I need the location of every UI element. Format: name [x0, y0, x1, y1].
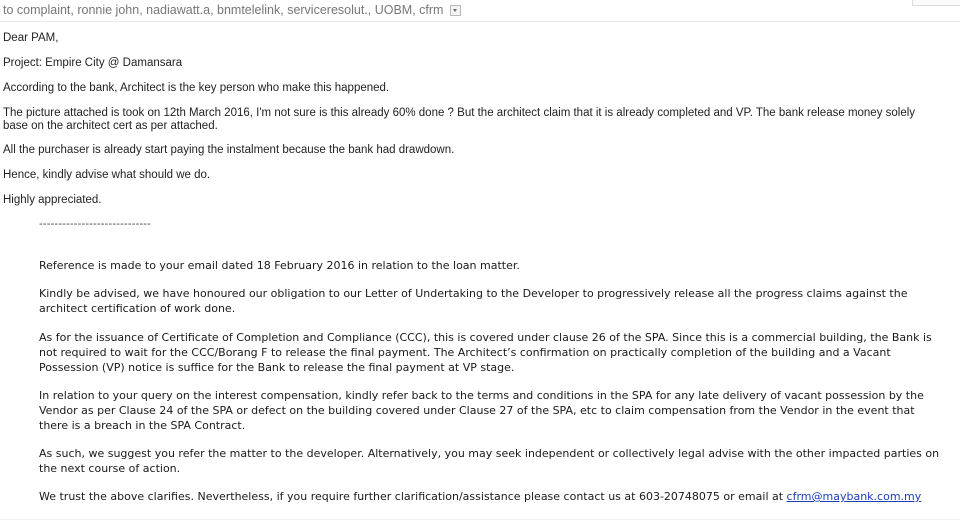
message-paragraph-5: Highly appreciated.: [3, 194, 102, 206]
header-divider: [0, 21, 960, 22]
message-paragraph-1: According to the bank, Architect is the key person who make this happened.: [3, 82, 390, 94]
footer-divider: [0, 519, 960, 520]
message-paragraph-4: Hence, kindly advise what should we do.: [3, 169, 211, 181]
project-line: Project: Empire City @ Damansara: [3, 57, 183, 69]
email-link[interactable]: cfrm@maybank.com.my: [786, 490, 922, 503]
quote-divider: -----------------------------: [39, 218, 152, 230]
quoted-paragraph-6: [39, 489, 944, 504]
greeting: Dear PAM,: [3, 32, 59, 44]
message-paragraph-2-line-1: The picture attached is took on 12th March 2016, I'm not sure is this already 60% done ? But the architect claim that it is already completed and VP. The bank release money solely: [3, 107, 916, 119]
toolbar-corner: [912, 0, 960, 6]
chevron-down-icon[interactable]: [450, 5, 461, 16]
quoted-paragraph-3: As for the issuance of Certificate of Completion and Compliance (CCC), this is covered under clause 26 of the SPA. Since this is a commercial building, the Bank is not required to wait for the CCC/Borang F to release the final payment. The Architect’s confirmation on practically completion of the building and a Vacant Possession (VP) notice is suffice for the Bank to release the final payment at VP stage.: [39, 331, 932, 374]
quoted-paragraph-4: In relation to your query on the interest compensation, kindly refer back to the terms and conditions in the SPA for any late delivery of vacant possession by the Vendor as per Clause 24 of the SPA or defect on the building covered under Clause 27 of the SPA, etc to claim compensation from the Vendor in the event that there is a breach in the SPA Contract.: [39, 389, 924, 432]
message-paragraph-2-line-2: base on the architect cert as per attached.: [3, 120, 218, 132]
quoted-paragraph-1: Reference is made to your email dated 18 February 2016 in relation to the loan matter.: [39, 259, 520, 272]
message-paragraph-3: All the purchaser is already start paying the instalment because the bank had drawdown.: [3, 144, 455, 156]
recipients-text: to complaint, ronnie john, nadiawatt.a, bnmtelelink, serviceresolut., UOBM, cfrm: [3, 3, 444, 17]
quoted-paragraph-2: Kindly be advised, we have honoured our obligation to our Letter of Undertaking to the Developer to progressively release all the progress claims against the architect certification of work done.: [39, 287, 908, 315]
recipients-line: [3, 3, 461, 17]
quoted-paragraph-5: As such, we suggest you refer the matter to the developer. Alternatively, you may seek independent or collectively legal advise with the other impacted parties on the next course of action.: [39, 447, 940, 475]
contact-text: We trust the above clarifies. Nevertheless, if you require further clarification/assistance please contact us at 603-20748075 or email at: [39, 490, 787, 503]
